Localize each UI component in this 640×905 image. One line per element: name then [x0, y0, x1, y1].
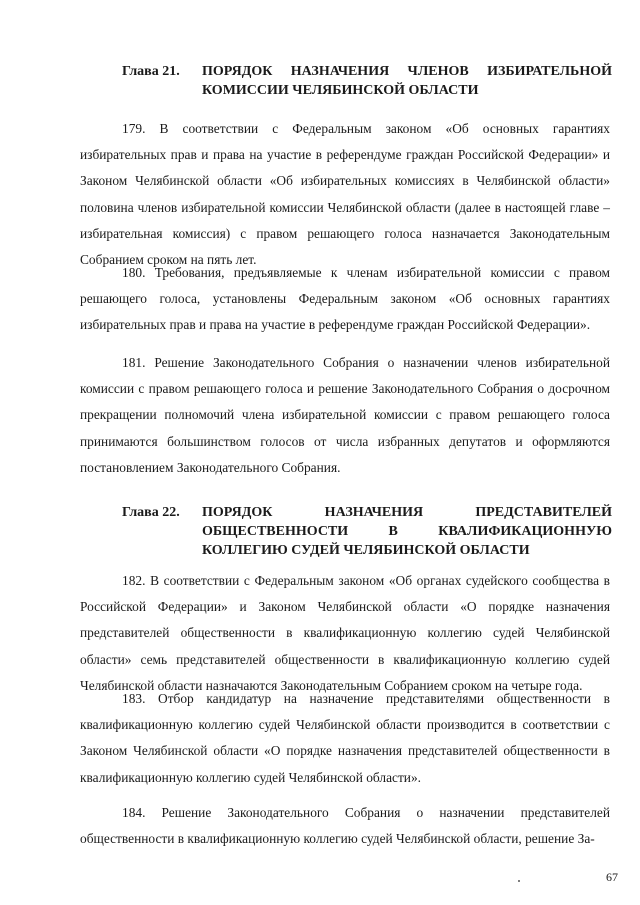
chapter-21-heading — [122, 62, 612, 100]
paragraph-180: 180. Требования, предъявляемые к членам избирательной комиссии с правом решающего голоса, установлены Федеральным законом «Об основных гарантиях избирательных прав и права на участие в референдуме граждан Российской Федерации». — [80, 265, 610, 333]
chapter-title: ПОРЯДОК НАЗНАЧЕНИЯ ЧЛЕНОВ ИЗБИРАТЕЛЬНОЙ КОМИССИИ ЧЕЛЯБИНСКОЙ ОБЛАСТИ — [202, 64, 612, 98]
scan-speck — [518, 880, 520, 882]
paragraph-184: 184. Решение Законодательного Собрания о назначении представителей общественности в квалификационную коллегию судей Челябинской области, решение За- — [80, 805, 610, 847]
chapter-22-heading — [122, 503, 612, 560]
chapter-title: ПОРЯДОК НАЗНАЧЕНИЯ ПРЕДСТАВИТЕЛЕЙ ОБЩЕСТВЕННОСТИ В КВАЛИФИКАЦИОННУЮ КОЛЛЕГИЮ СУДЕЙ ЧЕЛЯБИНСКОЙ ОБЛАСТИ — [202, 505, 612, 558]
chapter-label: Глава 21. — [122, 64, 180, 79]
chapter-label: Глава 22. — [122, 505, 180, 520]
page-number: 67 — [606, 870, 618, 884]
paragraph-179: 179. В соответствии с Федеральным законом «Об основных гарантиях избирательных прав и права на участие в референдуме граждан Российской Федерации» и Законом Челябинской области «Об избирательных комиссиях в Челябинской области» половина членов избирательной комиссии Челябинской области (далее в настоящей главе – избирательная комиссия) с правом решающего голоса назначается Законодательным Собранием сроком на пять лет. — [80, 121, 610, 268]
paragraph-182: 182. В соответствии с Федеральным законом «Об органах судейского сообщества в Российской Федерации» и Законом Челябинской области «О порядке назначения представителей общественности в квалификационную коллегию судей Челябинской области» семь представителей общественности в квалификационную коллегию судей Челябинской области назначаются Законодательным Собранием сроком на четыре года. — [80, 573, 610, 693]
paragraph-181: 181. Решение Законодательного Собрания о назначении членов избирательной комиссии с правом решающего голоса и решение Законодательного Собрания о досрочном прекращении полномочий члена избирательной комиссии с правом решающего голоса принимаются большинством голосов от числа избранных депутатов и оформляются постановлением Законодательного Собрания. — [80, 355, 610, 475]
paragraph-183: 183. Отбор кандидатур на назначение представителями общественности в квалификационную коллегию судей Челябинской области производится в соответствии с Законом Челябинской области «О порядке назначения представителей общественности в квалификационную коллегию судей Челябинской области». — [80, 691, 610, 785]
